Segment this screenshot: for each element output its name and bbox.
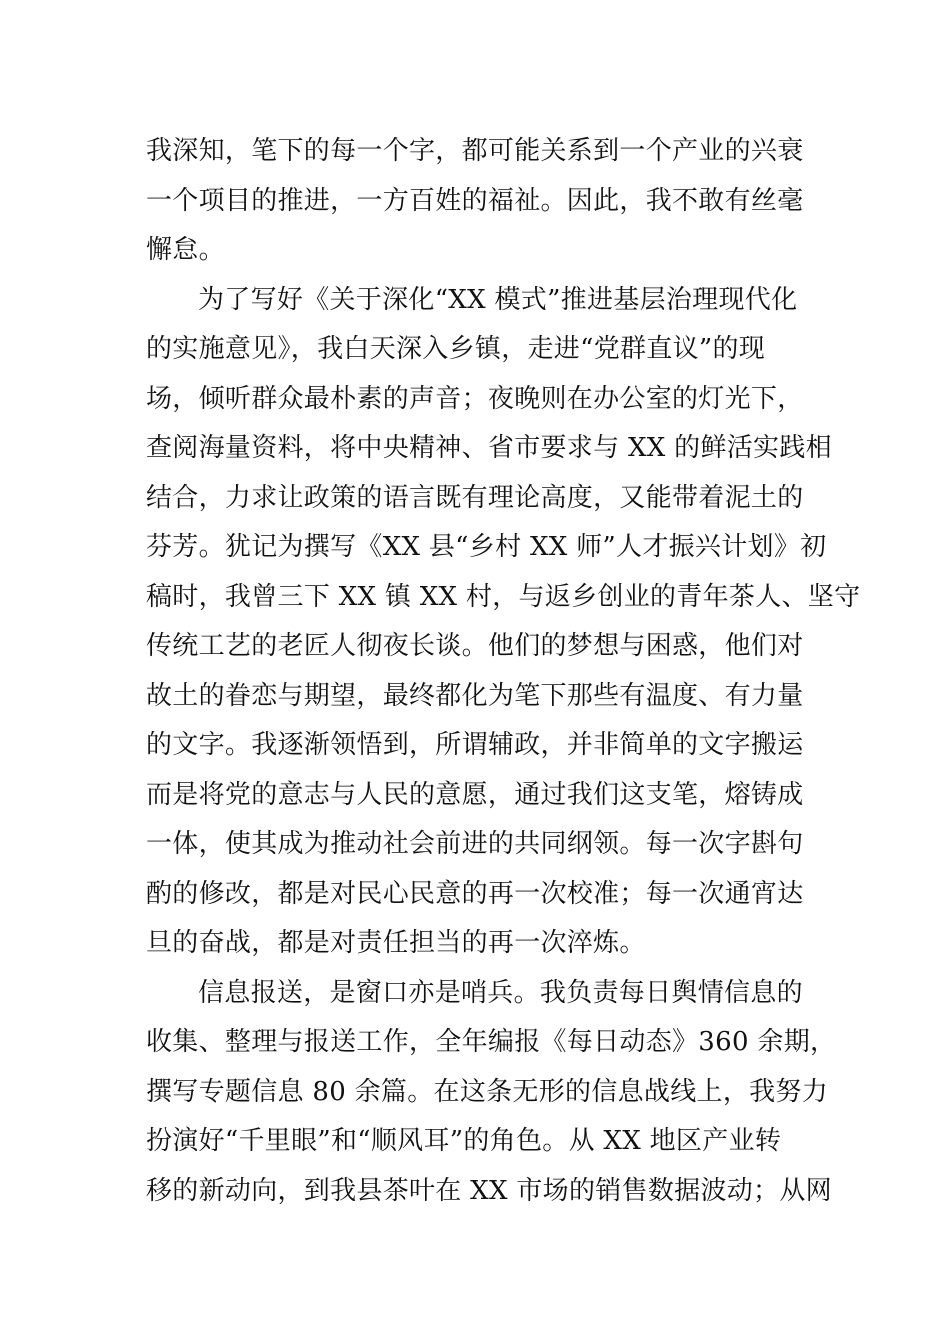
- text-line: 芬芳。犹记为撰写《XX 县“乡村 XX 师”人才振兴计划》初: [146, 532, 827, 562]
- text-line: 查阅海量资料，将中央精神、省市要求与 XX 的鲜活实践相: [146, 433, 832, 463]
- text-line: 传统工艺的老匠人彻夜长谈。他们的梦想与困惑，他们对: [146, 631, 804, 661]
- text-line: 酌的修改，都是对民心民意的再一次校准；每一次通宵达: [146, 878, 804, 909]
- paragraph-start-line: 信息报送，是窗口亦是哨兵。我负责每日舆情信息的: [198, 977, 803, 1008]
- text-line: 我深知，笔下的每一个字，都可能关系到一个产业的兴衰: [146, 136, 804, 166]
- text-line: 收集、整理与报送工作，全年编报《每日动态》360 余期，: [146, 1027, 837, 1057]
- text-line: 故土的眷恋与期望，最终都化为笔下那些有温度、有力量: [146, 680, 804, 711]
- text-line: 而是将党的意志与人民的意愿，通过我们这支笔，熔铸成: [146, 779, 804, 810]
- text-line: 撰写专题信息 80 余篇。在这条无形的信息战线上，我努力: [146, 1076, 829, 1107]
- text-line: 的实施意见》，我白天深入乡镇，走进“党群直议”的现: [146, 334, 766, 364]
- text-line: 旦的奋战，都是对责任担当的再一次淬炼。: [146, 928, 646, 958]
- text-line: 移的新动向，到我县茶叶在 XX 市场的销售数据波动；从网: [146, 1175, 832, 1206]
- text-line: 稿时，我曾三下 XX 镇 XX 村，与返乡创业的青年茶人、坚守: [146, 581, 861, 612]
- text-line: 的文字。我逐渐领悟到，所谓辅政，并非简单的文字搬运: [146, 730, 804, 760]
- text-line: 懈怠。: [146, 235, 225, 265]
- paragraph-start-line: 为了写好《关于深化“XX 模式”推进基层治理现代化: [198, 284, 798, 315]
- text-line: 扮演好“千里眼”和“顺风耳”的角色。从 XX 地区产业转: [146, 1126, 782, 1156]
- text-line: 一个项目的推进，一方百姓的福祉。因此，我不敢有丝毫: [146, 185, 804, 216]
- text-line: 场，倾听群众最朴素的声音；夜晚则在办公室的灯光下，: [146, 383, 804, 414]
- text-line: 结合，力求让政策的语言既有理论高度，又能带着泥土的: [146, 482, 804, 513]
- body-text: [146, 127, 861, 1216]
- text-line: 一体，使其成为推动社会前进的共同纲领。每一次字斟句: [146, 829, 804, 859]
